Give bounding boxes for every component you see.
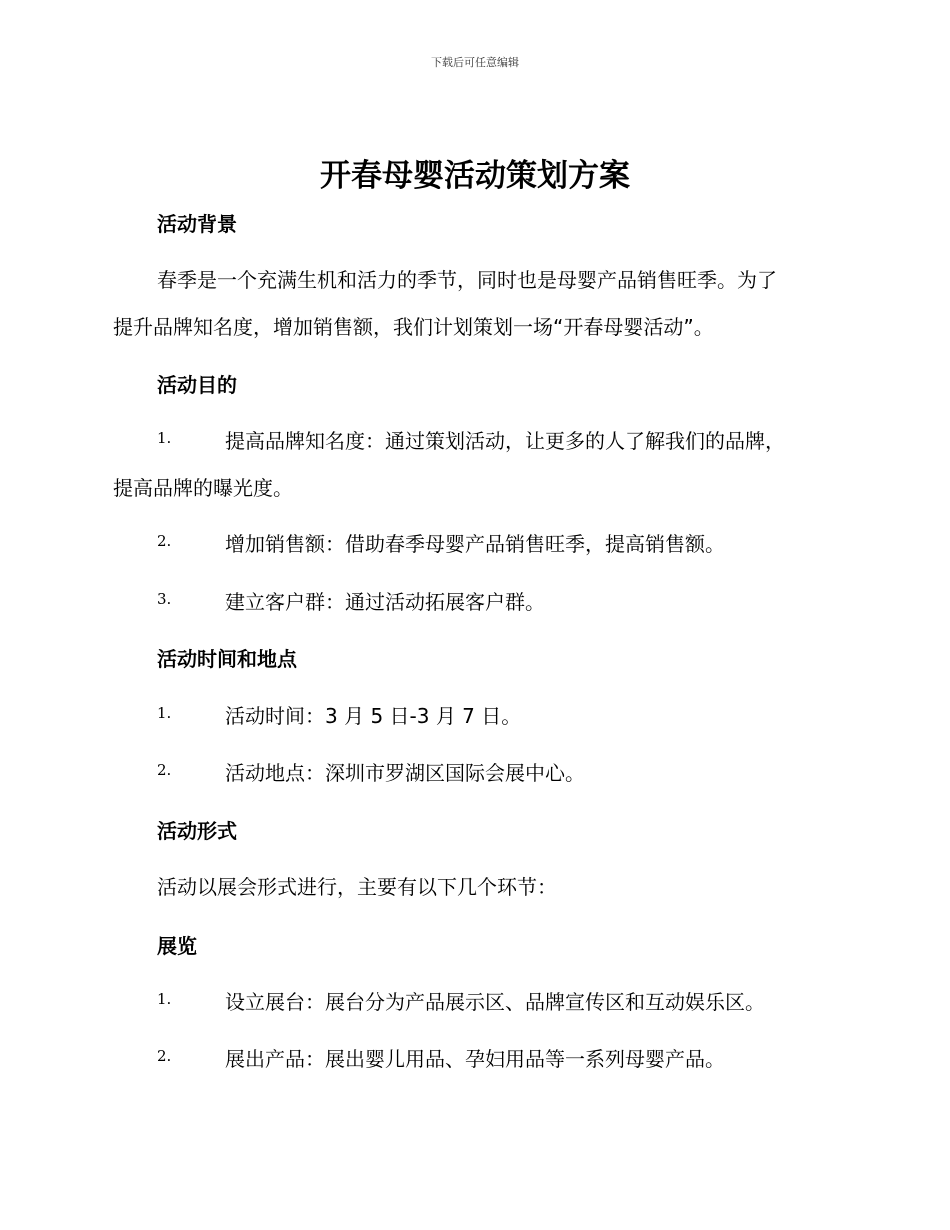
list-number: 1. <box>157 990 172 1008</box>
list-text: 增加销售额：借助春季母婴产品销售旺季，提高销售额。 <box>225 532 725 556</box>
list-text: 设立展台：展台分为产品展示区、品牌宣传区和互动娱乐区。 <box>225 990 765 1014</box>
section-heading-time-place: 活动时间和地点 <box>157 647 297 671</box>
format-intro: 活动以展会形式进行，主要有以下几个环节： <box>157 875 557 899</box>
list-item <box>0 700 950 730</box>
list-item <box>0 528 950 558</box>
list-item <box>0 757 950 787</box>
background-paragraph-line-2: 提升品牌知名度，增加销售额，我们计划策划一场“开春母婴活动”。 <box>113 315 714 339</box>
list-number: 2. <box>157 532 172 550</box>
list-text: 展出产品：展出婴儿用品、孕妇用品等一系列母婴产品。 <box>225 1047 725 1071</box>
list-number: 2. <box>157 1047 172 1065</box>
section-heading-background: 活动背景 <box>157 212 237 236</box>
document-title: 开春母婴活动策划方案 <box>320 158 630 194</box>
list-number: 1. <box>157 429 172 447</box>
list-number: 3. <box>157 590 172 608</box>
list-item <box>0 586 950 616</box>
list-text: 活动时间：3 月 5 日-3 月 7 日。 <box>225 704 522 728</box>
list-item <box>0 986 950 1016</box>
list-text: 建立客户群：通过活动拓展客户群。 <box>225 590 545 614</box>
list-text: 提高品牌知名度：通过策划活动，让更多的人了解我们的品牌， <box>225 429 785 453</box>
list-item <box>0 425 950 455</box>
list-number: 1. <box>157 704 172 722</box>
list-item-continuation: 提高品牌的曝光度。 <box>113 476 293 500</box>
section-heading-format: 活动形式 <box>157 819 237 843</box>
section-heading-purpose: 活动目的 <box>157 373 237 397</box>
page-header-note: 下载后可任意编辑 <box>431 56 519 69</box>
list-text: 活动地点：深圳市罗湖区国际会展中心。 <box>225 761 585 785</box>
list-item <box>0 1043 950 1073</box>
background-paragraph-line-1: 春季是一个充满生机和活力的季节，同时也是母婴产品销售旺季。为了 <box>157 268 777 292</box>
section-heading-exhibition: 展览 <box>157 934 197 958</box>
list-number: 2. <box>157 761 172 779</box>
